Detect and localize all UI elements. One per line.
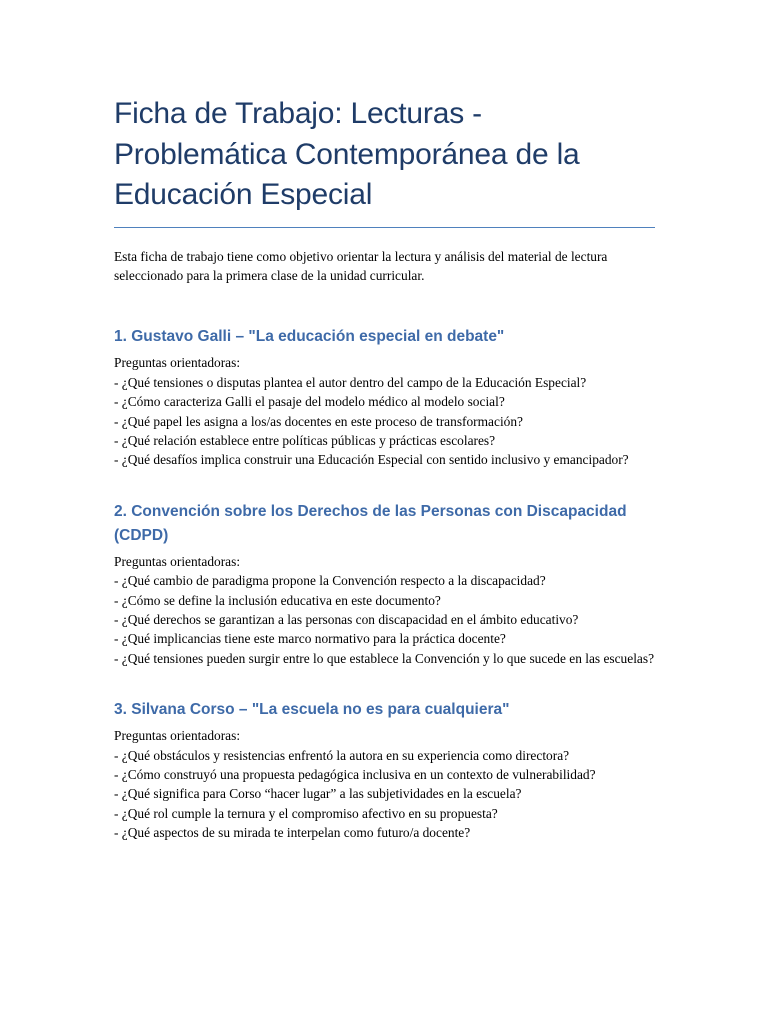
question-item: - ¿Qué cambio de paradigma propone la Convención respecto a la discapacidad? [114, 573, 546, 589]
section-heading: 2. Convención sobre los Derechos de las Personas con Discapacidad (CDPD) [114, 502, 627, 544]
question-list [114, 353, 659, 469]
questions-label: Preguntas orientadoras: [114, 355, 241, 371]
intro-paragraph: Esta ficha de trabajo tiene como objetivo orientar la lectura y análisis del material de lectura seleccionado para la primera clase de la unidad curricular. [114, 248, 608, 283]
question-item: - ¿Qué tensiones o disputas plantea el autor dentro del campo de la Educación Especial? [114, 374, 587, 390]
question-list [114, 552, 659, 668]
section-heading: 1. Gustavo Galli – "La educación especial en debate" [114, 328, 505, 346]
questions-label: Preguntas orientadoras: [114, 553, 241, 569]
question-item: - ¿Qué significa para Corso “hacer lugar” a las subjetividades en la escuela? [114, 786, 522, 802]
question-item: - ¿Qué tensiones pueden surgir entre lo que establece la Convención y lo que sucede en las escuelas? [114, 650, 655, 666]
question-item: - ¿Qué desafíos implica construir una Educación Especial con sentido inclusivo y emancipador? [114, 452, 629, 468]
question-item: - ¿Qué relación establece entre políticas públicas y prácticas escolares? [114, 432, 496, 448]
section-heading: 3. Silvana Corso – "La escuela no es para cualquiera" [114, 701, 510, 719]
question-item: - ¿Cómo se define la inclusión educativa en este documento? [114, 592, 441, 608]
section-1 [114, 325, 659, 469]
question-item: - ¿Qué implicancias tiene este marco normativo para la práctica docente? [114, 631, 506, 647]
title-divider [114, 227, 655, 228]
section-3 [114, 698, 659, 842]
question-item: - ¿Cómo caracteriza Galli el pasaje del modelo médico al modelo social? [114, 394, 505, 410]
question-list [114, 726, 659, 842]
question-item: - ¿Qué derechos se garantizan a las personas con discapacidad en el ámbito educativo? [114, 611, 579, 627]
question-item: - ¿Cómo construyó una propuesta pedagógica inclusiva en un contexto de vulnerabilidad? [114, 767, 596, 782]
section-2 [114, 500, 659, 668]
question-item: - ¿Qué obstáculos y resistencias enfrentó la autora en su experiencia como directora? [114, 747, 570, 763]
question-item: - ¿Qué rol cumple la ternura y el compromiso afectivo en su propuesta? [114, 805, 498, 821]
document-title: Ficha de Trabajo: Lecturas - Problemática Contemporánea de la Educación Especial [114, 97, 580, 211]
question-item: - ¿Qué aspectos de su mirada te interpelan como futuro/a docente? [114, 825, 471, 841]
question-item: - ¿Qué papel les asigna a los/as docentes en este proceso de transformación? [114, 413, 523, 429]
document-page [114, 0, 659, 843]
questions-label: Preguntas orientadoras: [114, 728, 241, 744]
